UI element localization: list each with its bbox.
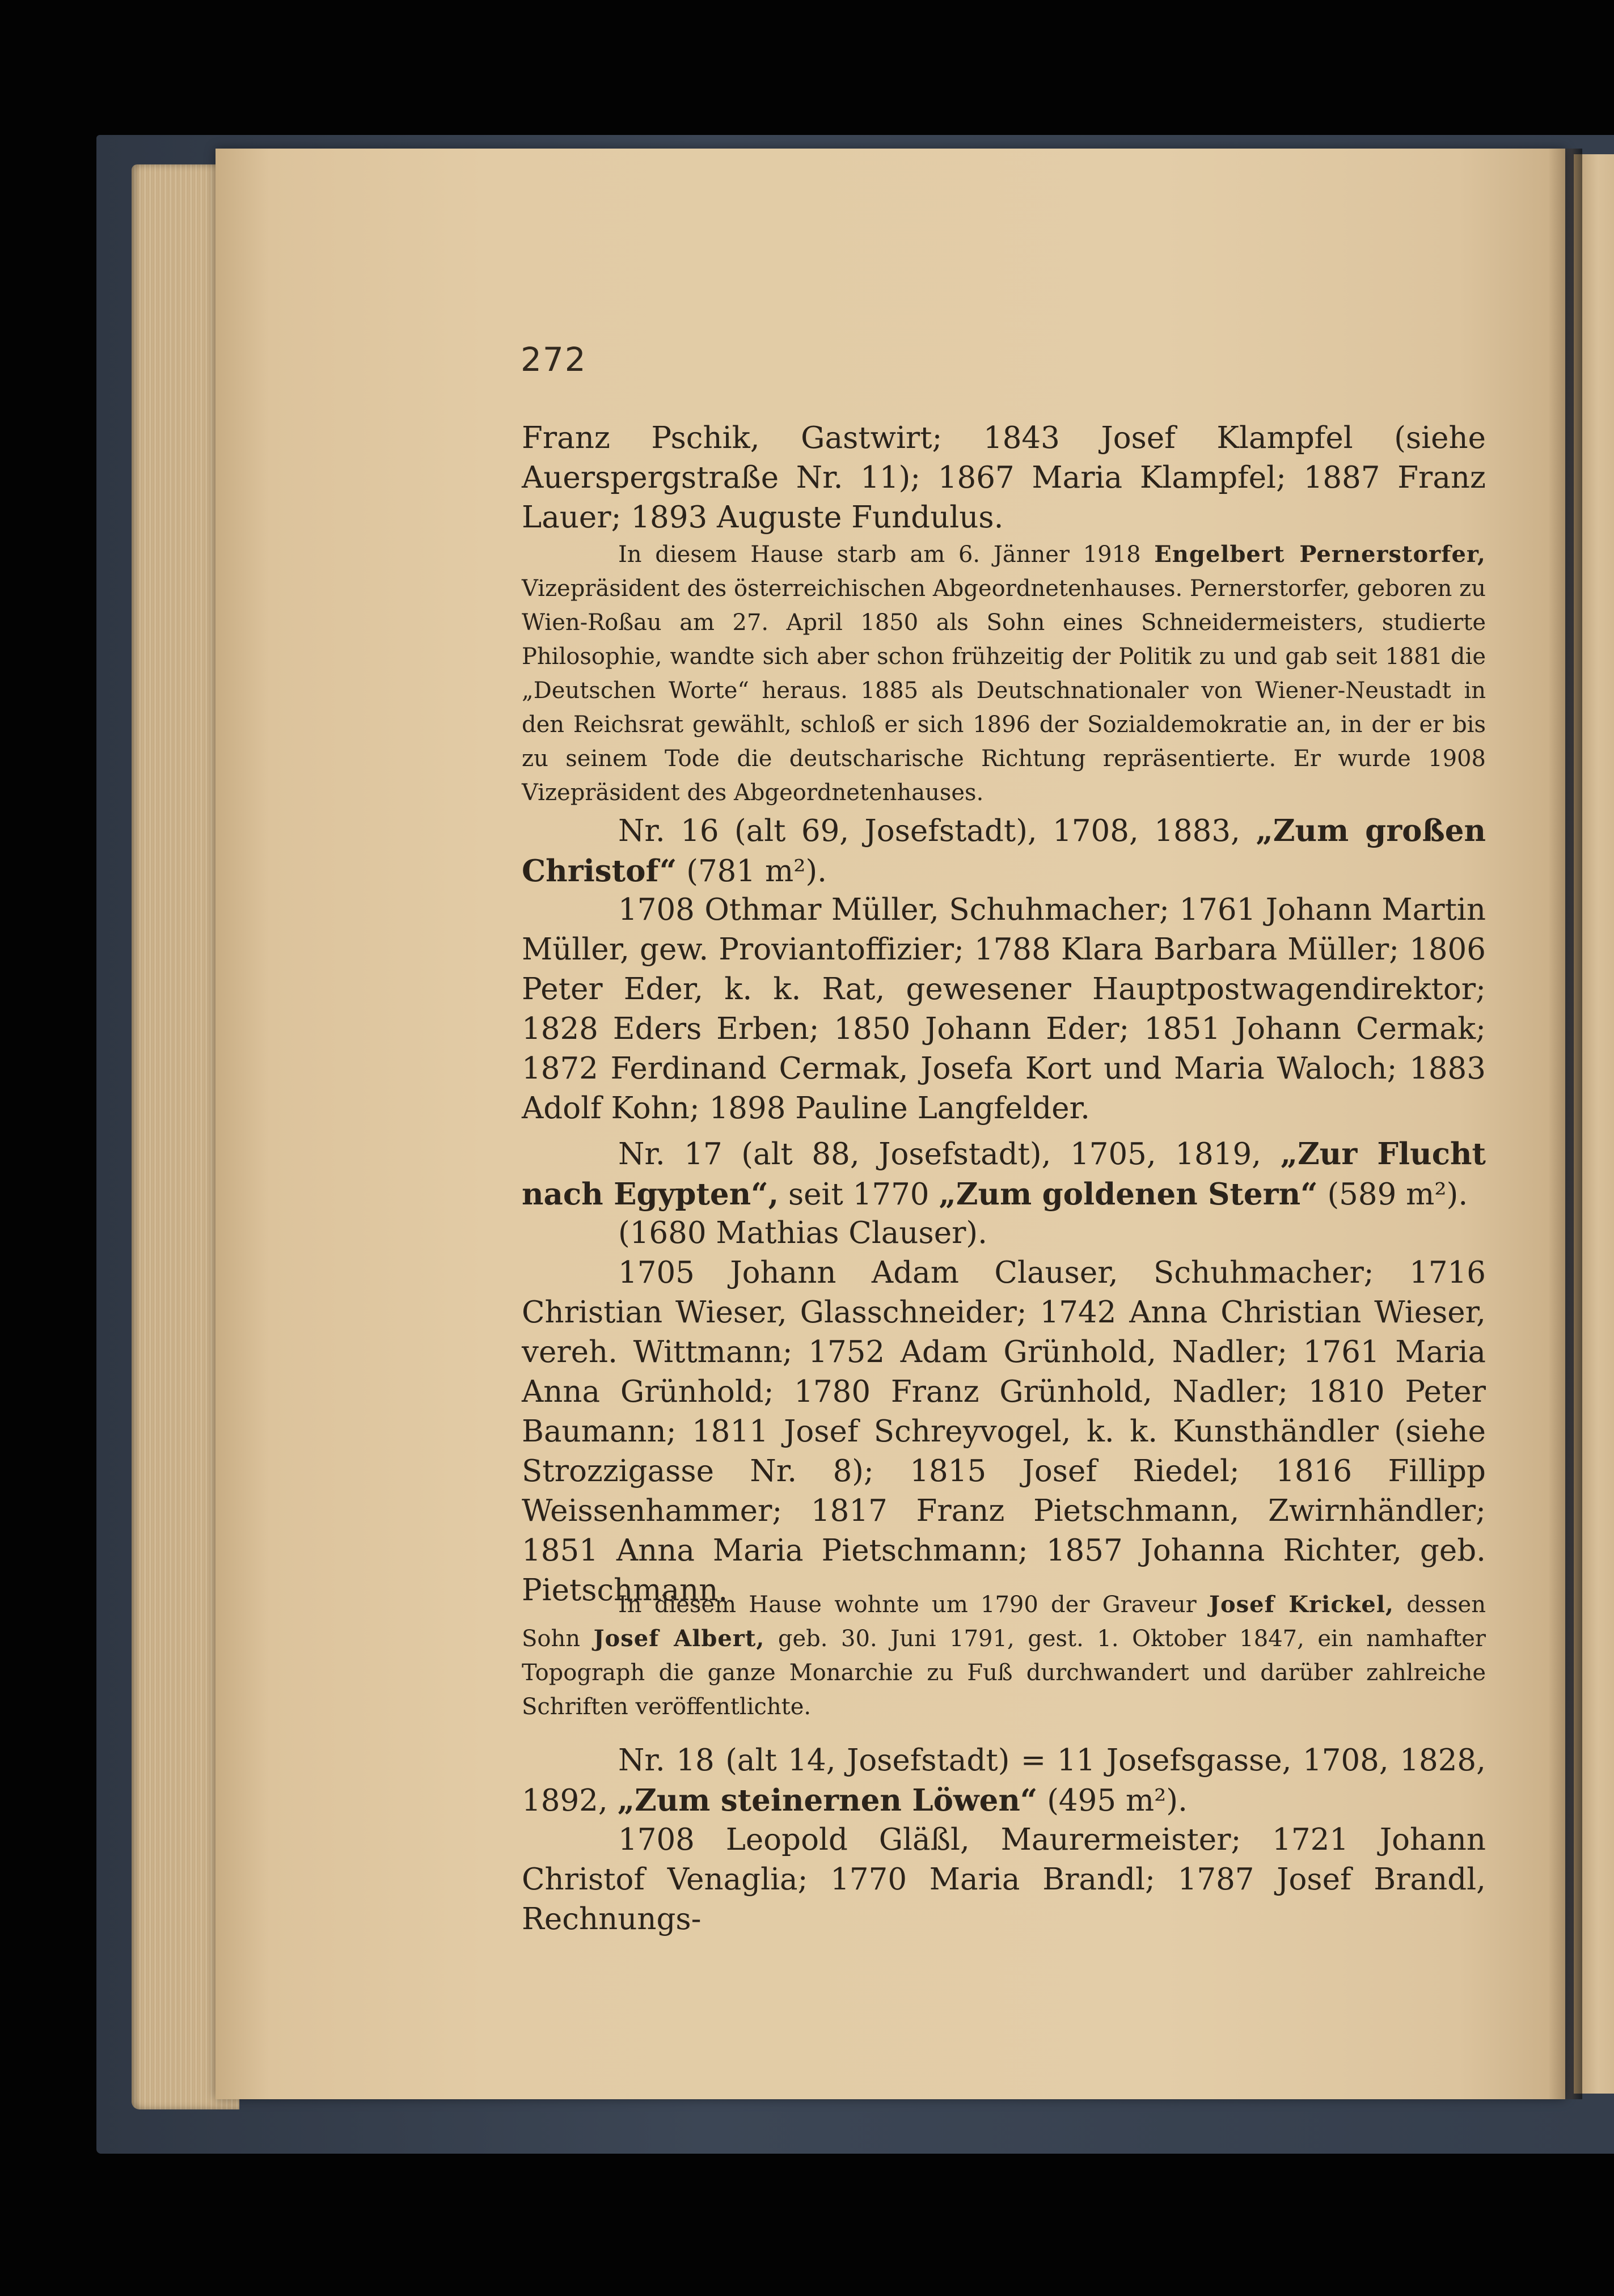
heading-nr-17: [522, 1134, 1486, 1215]
note-text: In diesem Hause starb am 6. Jänner 1918: [618, 542, 1155, 568]
house-name: „Zum großen Christof“: [522, 813, 1486, 889]
owners-list-15: Franz Pschik, Gastwirt; 1843 Josef Klampfel (siehe Auerspergstraße Nr. 11); 1867 Maria Klampfel; 1887 Franz Lauer; 1893 Auguste Fundulus.: [522, 421, 1486, 535]
person-name: Josef Krickel,: [1209, 1591, 1394, 1618]
house-name: „Zur Flucht nach Egypten“,: [522, 1136, 1486, 1212]
note-text: Vizepräsident des österreichischen Abgeordnetenhauses. Pernerstorfer, geboren zu Wien-Roßau am 27. April 1850 als Sohn eines Schneidermeisters, studierte Philosophie, wandte sich aber schon frühzeitig der Politik zu und gab seit 1881 die „Deutschen Worte“ heraus. 1885 als Deutschnationaler von Wiener-Neustadt in den Reichsrat gewählt, schloß er sich 1896 der Sozialdemokratie an, in der er bis zu seinem Tode die deutscharische Richtung repräsentierte. Er wurde 1908 Vizepräsident des Abgeordnetenhauses.: [522, 576, 1486, 806]
heading-text: seit 1770: [779, 1177, 939, 1212]
owners-list-18: [522, 1820, 1486, 1939]
heading-text: Nr. 16 (alt 69, Josefstadt), 1708, 1883,: [618, 814, 1256, 848]
house-name: „Zum steinernen Löwen“: [617, 1783, 1038, 1818]
heading-text: Nr. 18 (alt 14, Josefstadt) = 11 Josefsgasse, 1708, 1828, 1892,: [522, 1743, 1486, 1818]
heading-nr-16: [522, 811, 1486, 891]
house-name: „Zum goldenen Stern“: [939, 1177, 1318, 1212]
owners-text-17b: 1705 Johann Adam Clauser, Schuhmacher; 1716 Christian Wieser, Glasschneider; 1742 Anna Christian Wieser, vereh. Wittmann; 1752 Adam Grünhold, Nadler; 1761 Maria Anna Grünhold; 1780 Franz Grünhold, Nadler; 1810 Peter Baumann; 1811 Josef Schreyvogel, k. k. Kunsthändler (siehe Strozzigasse Nr. 8); 1815 Josef Riedel; 1816 Fillipp Weissenhammer; 1817 Franz Pietschmann, Zwirnhändler; 1851 Anna Maria Pietschmann; 1857 Johanna Richter, geb. Pietschmann.: [522, 1255, 1486, 1608]
owners-text-17a: (1680 Mathias Clauser).: [618, 1216, 987, 1250]
owners-text-18: 1708 Leopold Gläßl, Maurermeister; 1721 Johann Christof Venaglia; 1770 Maria Brandl; 1787 Josef Brandl, Rechnungs-: [522, 1823, 1486, 1936]
heading-text: (589 m²).: [1317, 1177, 1468, 1212]
owners-list-16: [522, 890, 1486, 1128]
person-name: Josef Albert,: [593, 1625, 765, 1652]
person-name: Engelbert Pernerstorfer,: [1154, 541, 1486, 568]
heading-text: (495 m²).: [1037, 1783, 1188, 1818]
heading-nr-18: [522, 1741, 1486, 1821]
paragraph-entry-15-continued: [522, 418, 1486, 538]
note-text: geb. 30. Juni 1791, gest. 1. Oktober 1847, ein namhafter Topograph die ganze Monarchie zu Fuß durchwandert und darüber zahlreiche Schriften veröffentlichte.: [522, 1626, 1486, 1720]
page-gutter-shadow: [1548, 149, 1582, 2099]
owners-text-16: 1708 Othmar Müller, Schuhmacher; 1761 Johann Martin Müller, gew. Proviantoffizier; 1788 Klara Barbara Müller; 1806 Peter Eder, k. k. Rat, gewesener Hauptpostwagendirektor; 1828 Eders Erben; 1850 Johann Eder; 1851 Johann Cermak; 1872 Ferdinand Cermak, Josefa Kort und Maria Waloch; 1883 Adolf Kohn; 1898 Pauline Langfelder.: [522, 893, 1486, 1126]
note-text: dessen Sohn: [522, 1592, 1486, 1652]
note-pernerstorfer: [522, 538, 1486, 810]
note-text: In diesem Hause wohnte um 1790 der Graveur: [618, 1592, 1210, 1618]
page-number: 272: [521, 340, 587, 379]
heading-text: (781 m²).: [677, 854, 827, 889]
owners-list-17b: [522, 1253, 1486, 1610]
note-krickel: [522, 1588, 1486, 1724]
heading-text: Nr. 17 (alt 88, Josefstadt), 1705, 1819,: [618, 1137, 1281, 1172]
owners-list-17a: [522, 1213, 1486, 1253]
